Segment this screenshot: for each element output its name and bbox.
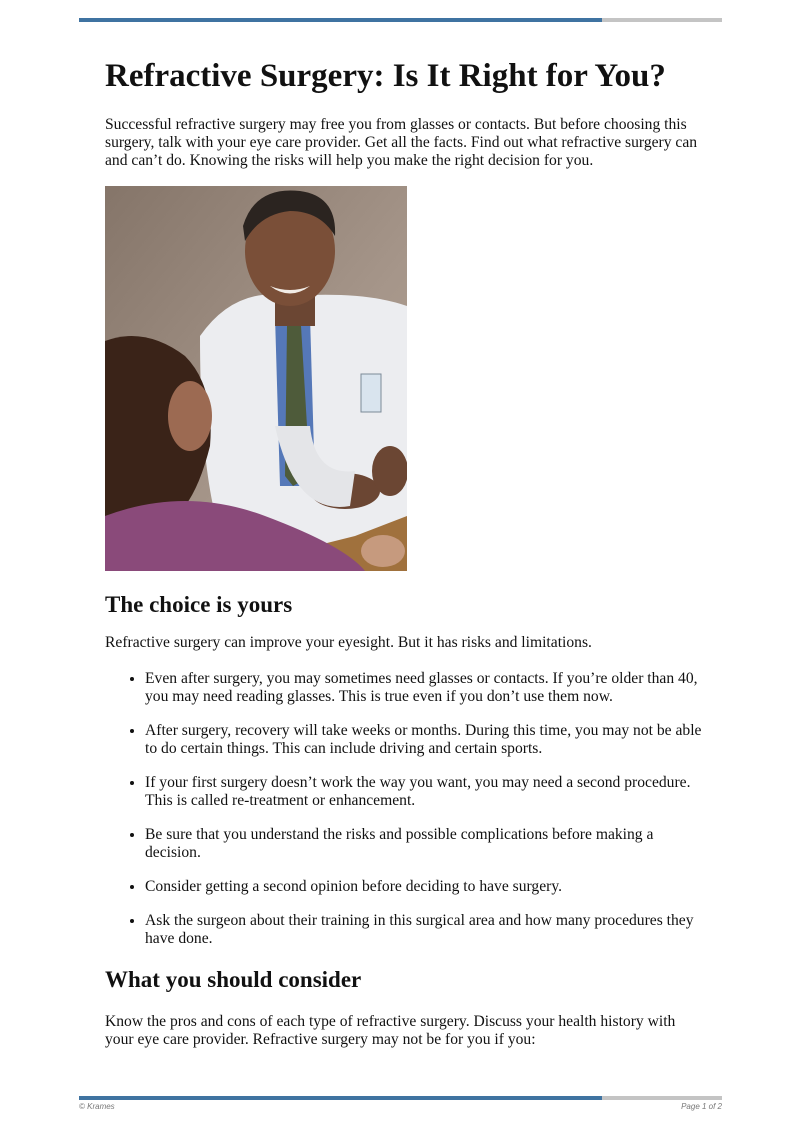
copyright-text: © Krames (79, 1102, 115, 1111)
list-item: • Even after surgery, you may sometimes need glasses or contacts. If you’re older than 40, you may need reading glasses. This is true even if you don’t use them now. (145, 670, 705, 706)
list-item: • Consider getting a second opinion before deciding to have surgery. (145, 878, 705, 896)
list-item: • If your first surgery doesn’t work the way you want, you may need a second procedure. This is called re-treatment or enhancement. (145, 774, 705, 810)
list-item: • Be sure that you understand the risks and possible complications before making a decision. (145, 826, 705, 862)
choice-bullet-list (105, 670, 705, 948)
section-lead-consider: Know the pros and cons of each type of refractive surgery. Discuss your health history with your eye care provider. Refractive surgery may not be for you if you: (105, 1013, 676, 1048)
section-heading-consider: What you should consider (105, 967, 362, 992)
section-heading-choice: The choice is yours (105, 592, 293, 617)
doctor-patient-photo (105, 186, 407, 571)
page-number: Page 1 of 2 (681, 1102, 722, 1111)
list-item: • After surgery, recovery will take weeks or months. During this time, you may not be able to do certain things. This can include driving and certain sports. (145, 722, 705, 758)
page-title: Refractive Surgery: Is It Right for You? (105, 58, 666, 94)
footer-rule (79, 1096, 722, 1100)
list-item: • Ask the surgeon about their training in this surgical area and how many procedures they have done. (145, 912, 705, 948)
intro-paragraph: Successful refractive surgery may free you from glasses or contacts. But before choosing this surgery, talk with your eye care provider. Get all the facts. Find out what refractive surgery can and can’t do. Knowing the risks will help you make the right decision for you. (105, 116, 698, 169)
document-content (105, 54, 705, 1049)
section-lead-choice: Refractive surgery can improve your eyesight. But it has risks and limitations. (105, 634, 592, 651)
header-rule (79, 18, 722, 22)
